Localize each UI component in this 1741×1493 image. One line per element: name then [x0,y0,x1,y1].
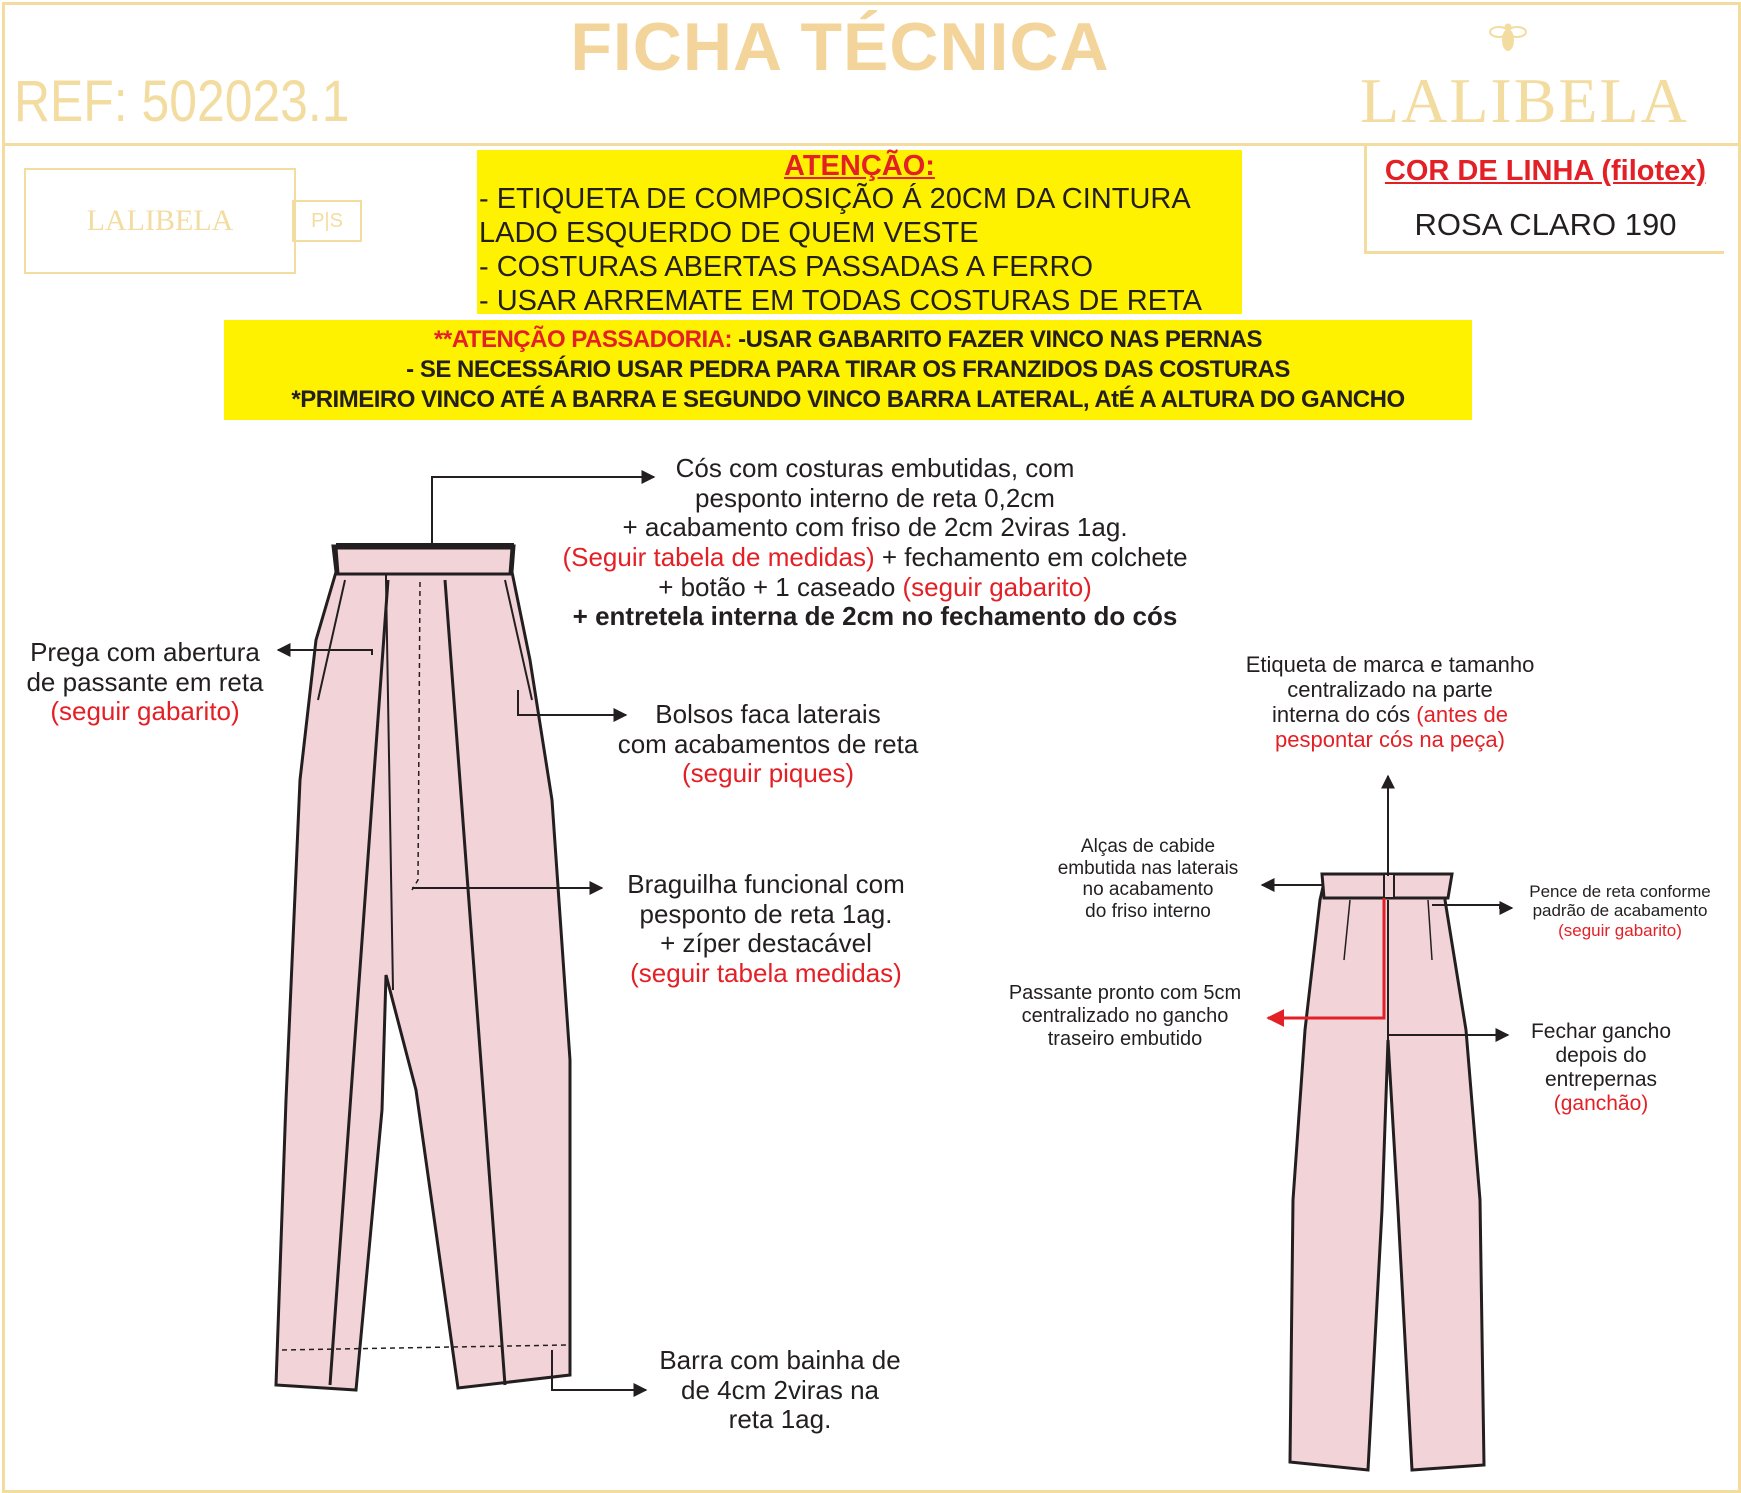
attention-line: - ETIQUETA DE COMPOSIÇÃO Á 20CM DA CINTURA [479,183,1191,215]
label-brand-text: LALIBELA [86,204,234,237]
attention-line: LADO ESQUERDO DE QUEM VESTE [479,217,979,249]
ironing-line-2: - SE NECESSÁRIO USAR PEDRA PARA TIRAR OS FRANZIDOS DAS COSTURAS [406,356,1290,383]
note-pockets: Bolsos faca laterais com acabamentos de reta (seguir piques) [617,699,919,789]
thread-color-value: ROSA CLARO 190 [1414,207,1677,242]
attention-title: ATENÇÃO: [784,150,935,182]
brand-logo: LALIBELA [1360,65,1689,136]
note-brand-label: Etiqueta de marca e tamanho centralizado na parte interna do cós (antes de pespontar cós na peça) [1245,652,1535,753]
ironing-line-1: **ATENÇÃO PASSADORIA: -USAR GABARITO FAZER VINCO NAS PERNAS [434,326,1262,353]
attention-line: - USAR ARREMATE EM TODAS COSTURAS DE RETA [479,285,1202,317]
size-tag: P|S [292,200,362,242]
thread-color-title: COR DE LINHA (filotex) [1384,155,1707,187]
ironing-title: **ATENÇÃO PASSADORIA: [434,326,733,353]
back-pants-drawing [1290,874,1484,1470]
note-dart: Pence de reta conforme padrão de acabamento (seguir gabarito) [1529,882,1711,940]
note-waistband: Cós com costuras embutidas, com pesponto interno de reta 0,2cm + acabamento com friso de 2cm 2viras 1ag. (Seguir tabela de medidas) + fechamento em colchete + botão + 1 caseado (seguir gabarito) + entretela interna de 2cm no fechamento do cós [562,453,1188,632]
note-fly: Braguilha funcional com pesponto de reta 1ag. + zíper destacável (seguir tabela medidas) [627,869,905,988]
note-belt-loop: Passante pronto com 5cm centralizado no gancho traseiro embutido [1008,982,1242,1050]
note-pleat: Prega com abertura de passante em reta (seguir gabarito) [26,637,264,727]
note-hanger-loops: Alças de cabide embutida nas laterais no acabamento do friso interno [1057,836,1239,922]
page-title: FICHA TÉCNICA [570,9,1110,85]
reference-code: REF: 502023.1 [14,69,350,134]
note-hem: Barra com bainha de de 4cm 2viras na reta 1ag. [659,1345,901,1435]
front-pants-drawing [276,546,570,1390]
note-crotch: Fechar gancho depois do entrepernas (ganchão) [1530,1020,1672,1115]
attention-line: - COSTURAS ABERTAS PASSADAS A FERRO [479,251,1093,283]
ironing-line-3: *PRIMEIRO VINCO ATÉ A BARRA E SEGUNDO VINCO BARRA LATERAL, AtÉ A ALTURA DO GANCHO [291,386,1405,413]
